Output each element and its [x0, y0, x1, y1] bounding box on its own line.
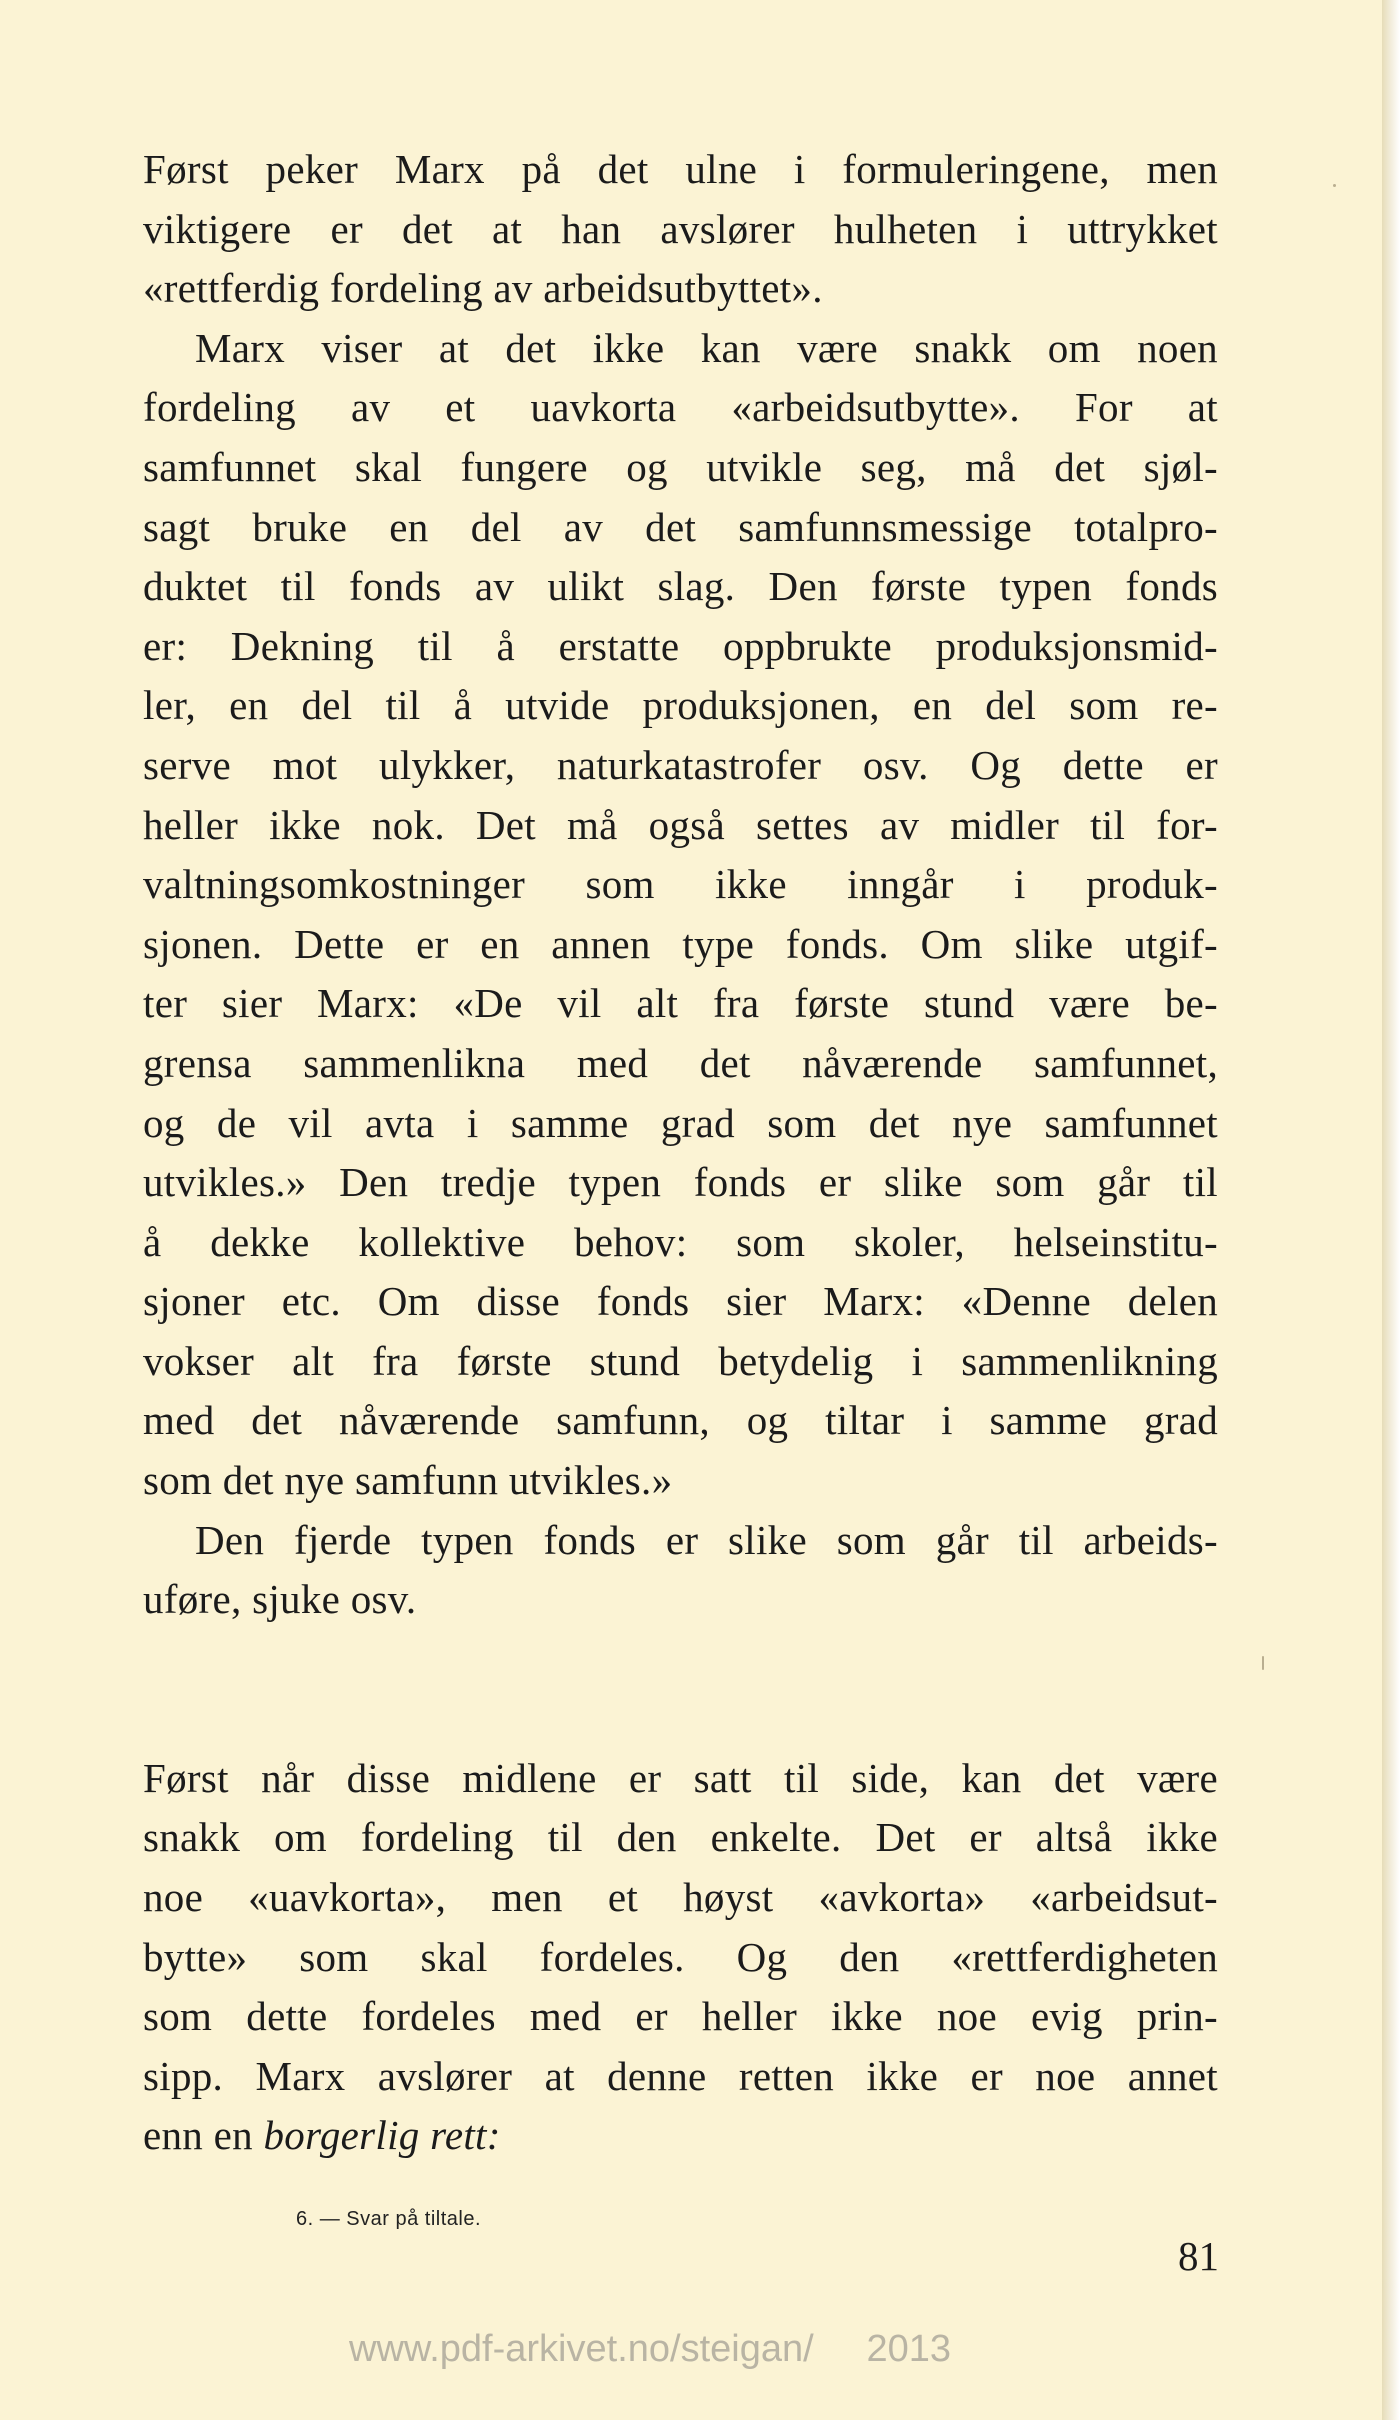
text-line: Først når disse midlene er satt til side, kan det være	[143, 1754, 1218, 1801]
text-line: ler, en del til å utvide produksjonen, en del som re-	[143, 682, 1218, 729]
emphasized-phrase: borgerlig rett:	[263, 2112, 501, 2159]
page-edge	[1382, 0, 1400, 2420]
text-line: Marx viser at det ikke kan være snakk om noen	[195, 324, 1218, 371]
text-line: duktet til fonds av ulikt slag. Den første typen fonds	[143, 563, 1218, 610]
text-line: fordeling av et uavkorta «arbeidsutbytte». For at	[143, 384, 1218, 431]
text-line: serve mot ulykker, naturkatastrofer osv. Og dette er	[143, 741, 1218, 788]
body-text	[143, 140, 1218, 2166]
text-line: Den fjerde typen fonds er slike som går til arbeids-	[195, 1516, 1218, 1563]
text-line: snakk om fordeling til den enkelte. Det er altså ikke	[143, 1814, 1218, 1861]
watermark: www.pdf-arkivet.no/steigan/ 2013	[349, 2328, 951, 2370]
text-line: å dekke kollektive behov: som skoler, helseinstitu-	[143, 1218, 1218, 1265]
text-line: viktigere er det at han avslører hulheten i uttrykket	[143, 205, 1218, 252]
text-line: som det nye samfunn utvikles.»	[143, 1457, 673, 1504]
text-line	[143, 2106, 1218, 2166]
text-line: vokser alt fra første stund betydelig i sammenlikning	[143, 1337, 1218, 1384]
text-line-start: enn en	[143, 2112, 264, 2159]
text-line: noe «uavkorta», men et høyst «avkorta» «arbeidsut-	[143, 1874, 1218, 1921]
text-line: Først peker Marx på det ulne i formuleringene, men	[143, 146, 1218, 192]
text-line: samfunnet skal fungere og utvikle seg, må det sjøl-	[143, 443, 1218, 490]
page-number: 81	[1178, 2233, 1219, 2279]
text-line: heller ikke nok. Det må også settes av midler til for-	[143, 801, 1218, 848]
paper-speck	[1262, 1656, 1264, 1670]
text-line: og de vil avta i samme grad som det nye samfunnet	[143, 1099, 1218, 1146]
text-line: er: Dekning til å erstatte oppbrukte produksjonsmid-	[143, 622, 1218, 669]
paragraph-gap	[143, 1630, 1218, 1749]
text-line: utvikles.» Den tredje typen fonds er slike som går til	[143, 1159, 1218, 1206]
text-line: sagt bruke en del av det samfunnsmessige totalpro-	[143, 503, 1218, 550]
text-line: grensa sammenlikna med det nåværende samfunnet,	[143, 1039, 1218, 1086]
text-line: «rettferdig fordeling av arbeidsutbyttet».	[143, 265, 823, 312]
text-line: sjoner etc. Om disse fonds sier Marx: «Denne delen	[143, 1278, 1218, 1325]
text-line: uføre, sjuke osv.	[143, 1576, 417, 1623]
footnote: 6. — Svar på tiltale.	[296, 2208, 482, 2230]
text-line: valtningsomkostninger som ikke inngår i produk-	[143, 861, 1218, 908]
paper-speck	[1333, 184, 1336, 187]
text-line: som dette fordeles med er heller ikke noe evig prin-	[143, 1993, 1218, 2040]
text-line: sjonen. Dette er en annen type fonds. Om slike utgif-	[143, 920, 1218, 967]
text-line: med det nåværende samfunn, og tiltar i samme grad	[143, 1397, 1218, 1444]
text-line: ter sier Marx: «De vil alt fra første stund være be-	[143, 980, 1218, 1027]
text-line: bytte» som skal fordeles. Og den «rettferdigheten	[143, 1933, 1218, 1980]
text-line: sipp. Marx avslører at denne retten ikke er noe annet	[143, 2052, 1218, 2099]
